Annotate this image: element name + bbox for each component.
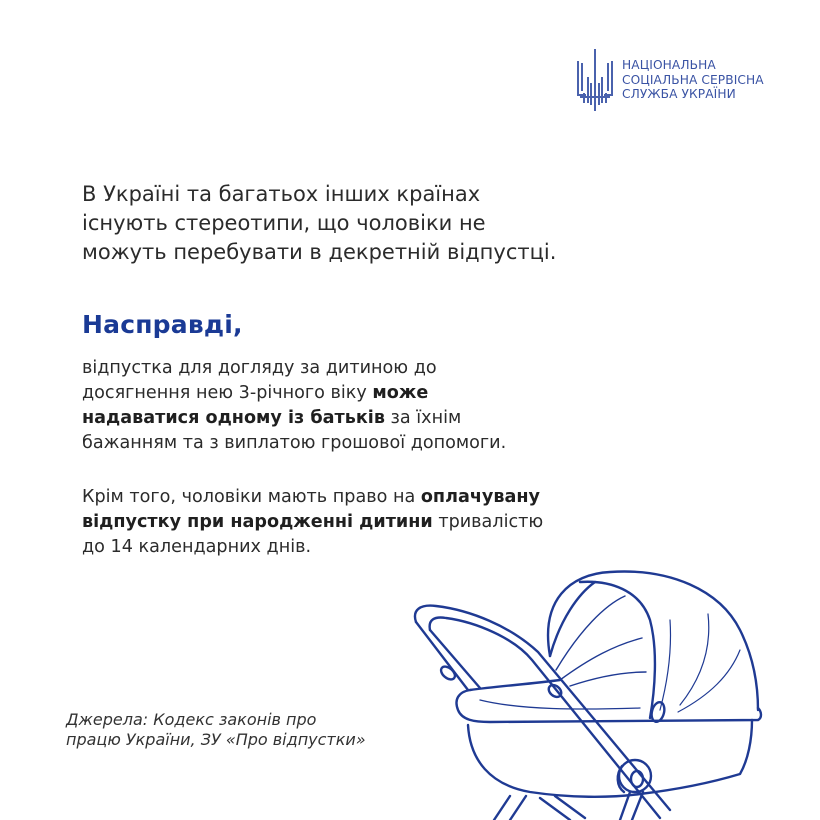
- p1-line-3-normal: за їхнім: [384, 408, 462, 428]
- p2-line-3: до 14 календарних днів.: [82, 537, 312, 557]
- trident-emblem-icon: [574, 47, 616, 113]
- p2-line-1: [82, 485, 543, 510]
- source-line-1: Джерела: Кодекс законів про: [66, 710, 317, 729]
- logo-line-3: СЛУЖБА УКРАЇНИ: [622, 87, 736, 102]
- p1-line-1: відпустка для догляду за дитиною до: [82, 358, 437, 378]
- logo-line-1: НАЦІОНАЛЬНА: [622, 58, 716, 73]
- p2-line-1-normal: Крім того, чоловіки мають право на: [82, 487, 421, 507]
- intro-line-2: існують стереотипи, що чоловіки не: [82, 211, 486, 235]
- paragraph-childcare-leave: [82, 356, 506, 456]
- logo-line-2: СОЦІАЛЬНА СЕРВІСНА: [622, 72, 764, 87]
- p2-line-2: [82, 510, 543, 535]
- heading-actually: Насправді,: [82, 310, 243, 339]
- p1-line-3: [82, 406, 506, 431]
- intro-text: [82, 180, 682, 267]
- nssu-logo: [574, 47, 764, 113]
- p1-line-3-bold: надаватися одному із батьків: [82, 408, 385, 428]
- p2-line-2-normal: тривалістю: [432, 512, 544, 532]
- p2-line-1-bold: оплачувану: [420, 487, 541, 507]
- paragraph-paternity-leave: [82, 485, 543, 560]
- intro-line-1: В Україні та багатьох інших країнах: [82, 182, 481, 206]
- p1-line-2-bold: може: [372, 383, 429, 403]
- p1-line-2: [82, 381, 506, 406]
- logo-text: [622, 58, 764, 102]
- p1-line-4: бажанням та з виплатою грошової допомоги.: [82, 433, 507, 453]
- p2-line-2-bold: відпустку при народженні дитини: [82, 512, 433, 532]
- sources-note: [66, 710, 366, 750]
- p1-line-2-normal: досягнення нею 3-річного віку: [82, 383, 373, 403]
- baby-stroller-icon: [410, 560, 820, 820]
- intro-line-3: можуть перебувати в декретній відпустці.: [82, 240, 557, 264]
- source-line-2: працю України, ЗУ «Про відпустки»: [66, 730, 366, 749]
